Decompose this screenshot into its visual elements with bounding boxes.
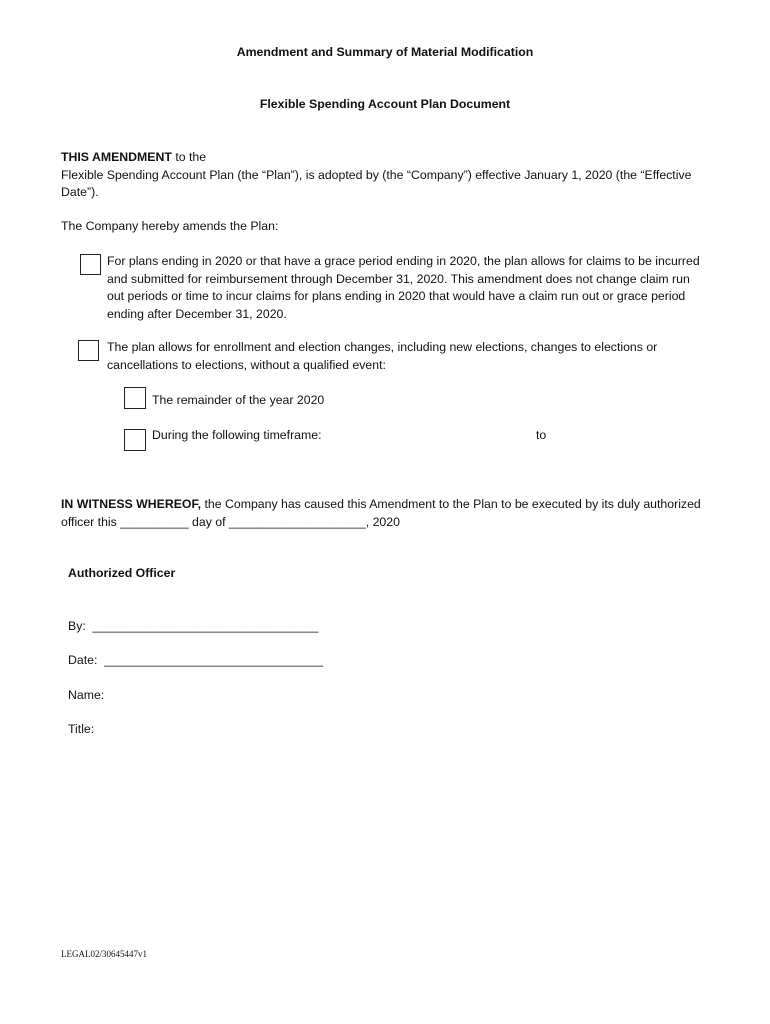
witness-paragraph xyxy=(61,496,711,531)
option-2-checkbox[interactable] xyxy=(78,340,99,361)
intro-paragraph xyxy=(61,149,711,202)
intro-lead-rest: to the xyxy=(171,150,207,164)
sub-option-1-text: The remainder of the year 2020 xyxy=(152,393,325,407)
timeframe-to-label: to xyxy=(536,428,547,442)
signature-by-line[interactable]: By: _________________________________ xyxy=(68,619,319,633)
intro-lead: THIS AMENDMENT xyxy=(61,150,172,164)
authorized-officer-heading: Authorized Officer xyxy=(68,566,176,580)
witness-rest: the Company has caused this Amendment to the Plan to be executed by its duly authorized officer this __________ day of ____________________, 2020 xyxy=(61,497,701,529)
option-1-checkbox[interactable] xyxy=(80,254,101,275)
witness-lead: IN WITNESS WHEREOF, xyxy=(61,497,202,511)
signature-name-line[interactable]: Name: xyxy=(68,688,105,702)
amends-line: The Company hereby amends the Plan: xyxy=(61,219,279,233)
option-1-text: For plans ending in 2020 or that have a grace period ending in 2020, the plan allows for claims to be incurred and submitted for reimbursement through December 31, 2020. This amendment does not change claim run out periods or time to incur claims for plans ending in 2020 that would have a claim run out or grace period ending after December 31, 2020. xyxy=(107,254,700,321)
document-subtitle: Flexible Spending Account Plan Document xyxy=(259,97,511,111)
sub-option-2-text: During the following timeframe: xyxy=(152,428,322,442)
sub-option-1-checkbox[interactable] xyxy=(124,387,146,409)
document-footer-id: LEGAL02/30645447v1 xyxy=(61,949,147,959)
option-2-text: The plan allows for enrollment and election changes, including new elections, changes to elections or cancellations to elections, without a qualified event: xyxy=(107,340,658,372)
signature-title-line[interactable]: Title: xyxy=(68,722,95,736)
signature-date-line[interactable]: Date: ________________________________ xyxy=(68,653,324,667)
document-title: Amendment and Summary of Material Modification xyxy=(236,45,534,59)
intro-body: Flexible Spending Account Plan (the “Plan”), is adopted by (the “Company”) effective January 1, 2020 (the “Effective Date”). xyxy=(61,167,692,199)
sub-option-2-checkbox[interactable] xyxy=(124,429,146,451)
